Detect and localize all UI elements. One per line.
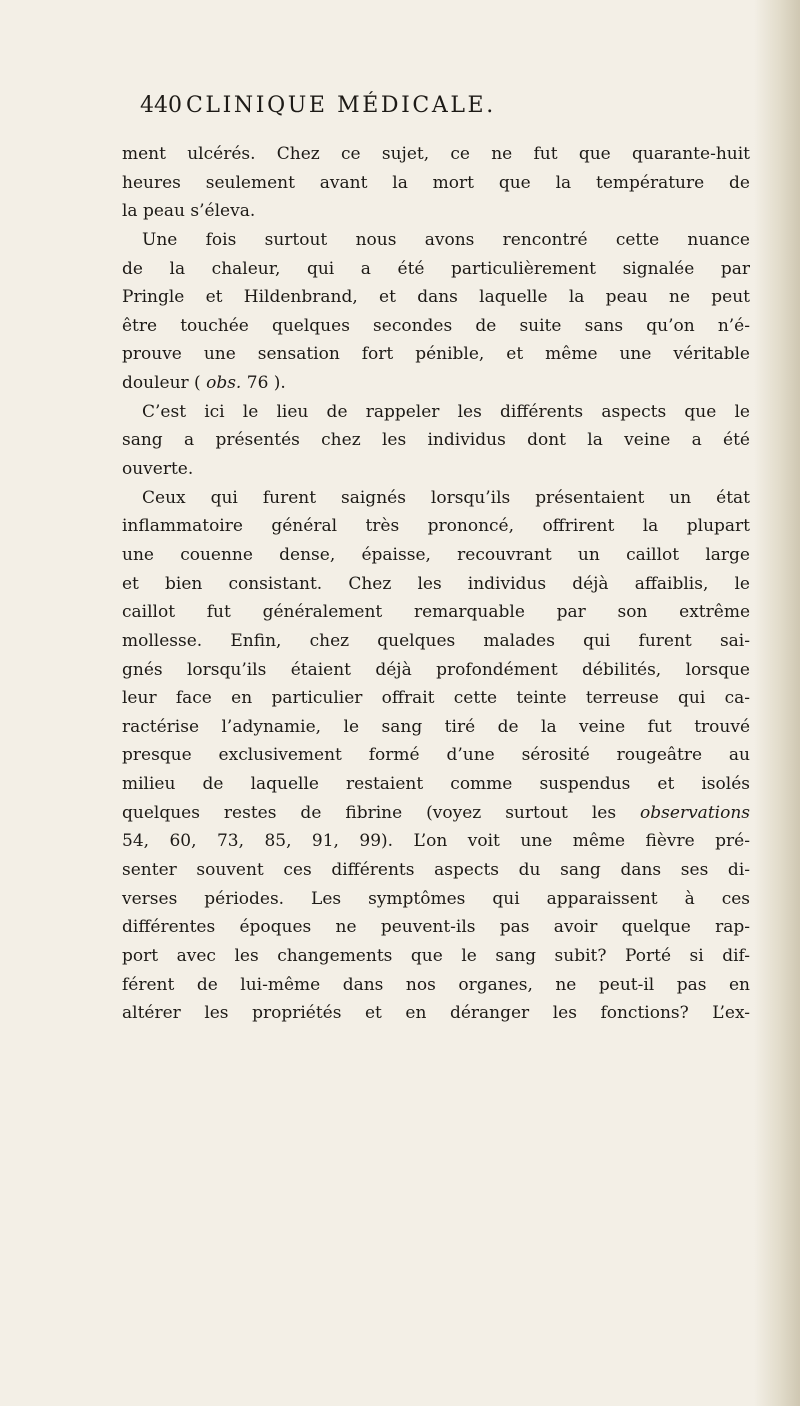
text-line — [122, 369, 750, 398]
text-line: milieu de laquelle restaient comme suspendus et isolés — [122, 774, 750, 795]
running-head — [140, 93, 660, 127]
line-text-segment: quelques restes de fibrine (voyez surtout les — [122, 802, 641, 823]
text-line: heures seulement avant la mort que la température de — [122, 172, 750, 193]
text-line: presque exclusivement formé d’une sérosité rougeâtre au — [122, 745, 750, 766]
line-text-segment: douleur ( — [122, 373, 207, 394]
text-line: être touchée quelques secondes de suite sans qu’on n’é- — [122, 315, 750, 336]
text-line: leur face en particulier offrait cette teinte terreuse qui ca- — [122, 688, 750, 709]
text-line: 54, 60, 73, 85, 91, 99). L’on voit une même fièvre pré- — [122, 831, 750, 852]
text-line: Une fois surtout nous avons rencontré cette nuance — [142, 229, 750, 250]
body-text — [122, 140, 750, 1028]
text-line: la peau s’éleva. — [122, 201, 256, 222]
text-line: de la chaleur, qui a été particulièrement signalée par — [122, 258, 750, 279]
text-line: Ceux qui furent saignés lorsqu’ils présentaient un état — [142, 487, 750, 508]
text-line: caillot fut généralement remarquable par son extrême — [122, 602, 750, 623]
text-line: ractérise l’adynamie, le sang tiré de la veine fut trouvé — [122, 716, 750, 737]
page-number: 440 — [140, 93, 182, 118]
italic-reference: obs. — [206, 373, 242, 394]
text-line: ment ulcérés. Chez ce sujet, ce ne fut que quarante-huit — [122, 144, 750, 164]
text-line: gnés lorsqu’ils étaient déjà profondément débilités, lorsque — [122, 659, 750, 680]
text-line: verses périodes. Les symptômes qui apparaissent à ces — [122, 888, 750, 909]
text-line: une couenne dense, épaisse, recouvrant un caillot large — [122, 544, 750, 565]
text-line: prouve une sensation fort pénible, et même une véritable — [122, 344, 750, 365]
text-line: altérer les propriétés et en déranger les fonctions? L’ex- — [122, 1003, 750, 1024]
text-line — [122, 799, 750, 828]
page-edge-shadow — [754, 0, 800, 1406]
text-line: différentes époques ne peuvent-ils pas avoir quelque rap- — [122, 917, 750, 938]
text-line: et bien consistant. Chez les individus déjà affaiblis, le — [122, 573, 750, 594]
text-line: sang a présentés chez les individus dont la veine a été — [122, 430, 750, 451]
text-line: inflammatoire général très prononcé, offrirent la plupart — [122, 516, 750, 537]
text-line: senter souvent ces différents aspects du sang dans ses di- — [122, 860, 750, 881]
italic-reference: observations — [640, 802, 750, 823]
text-line: ouverte. — [122, 459, 194, 480]
running-head-title: CLINIQUE MÉDICALE. — [186, 93, 496, 118]
text-line: C’est ici le lieu de rappeler les différents aspects que le — [142, 401, 750, 422]
text-line: Pringle et Hildenbrand, et dans laquelle la peau ne peut — [122, 287, 750, 308]
text-line: mollesse. Enfin, chez quelques malades qui furent sai- — [122, 630, 750, 651]
text-line: férent de lui-même dans nos organes, ne peut-il pas en — [122, 974, 750, 995]
line-text-segment: 76 ). — [241, 373, 286, 394]
text-line: port avec les changements que le sang subit? Porté si dif- — [122, 945, 750, 966]
